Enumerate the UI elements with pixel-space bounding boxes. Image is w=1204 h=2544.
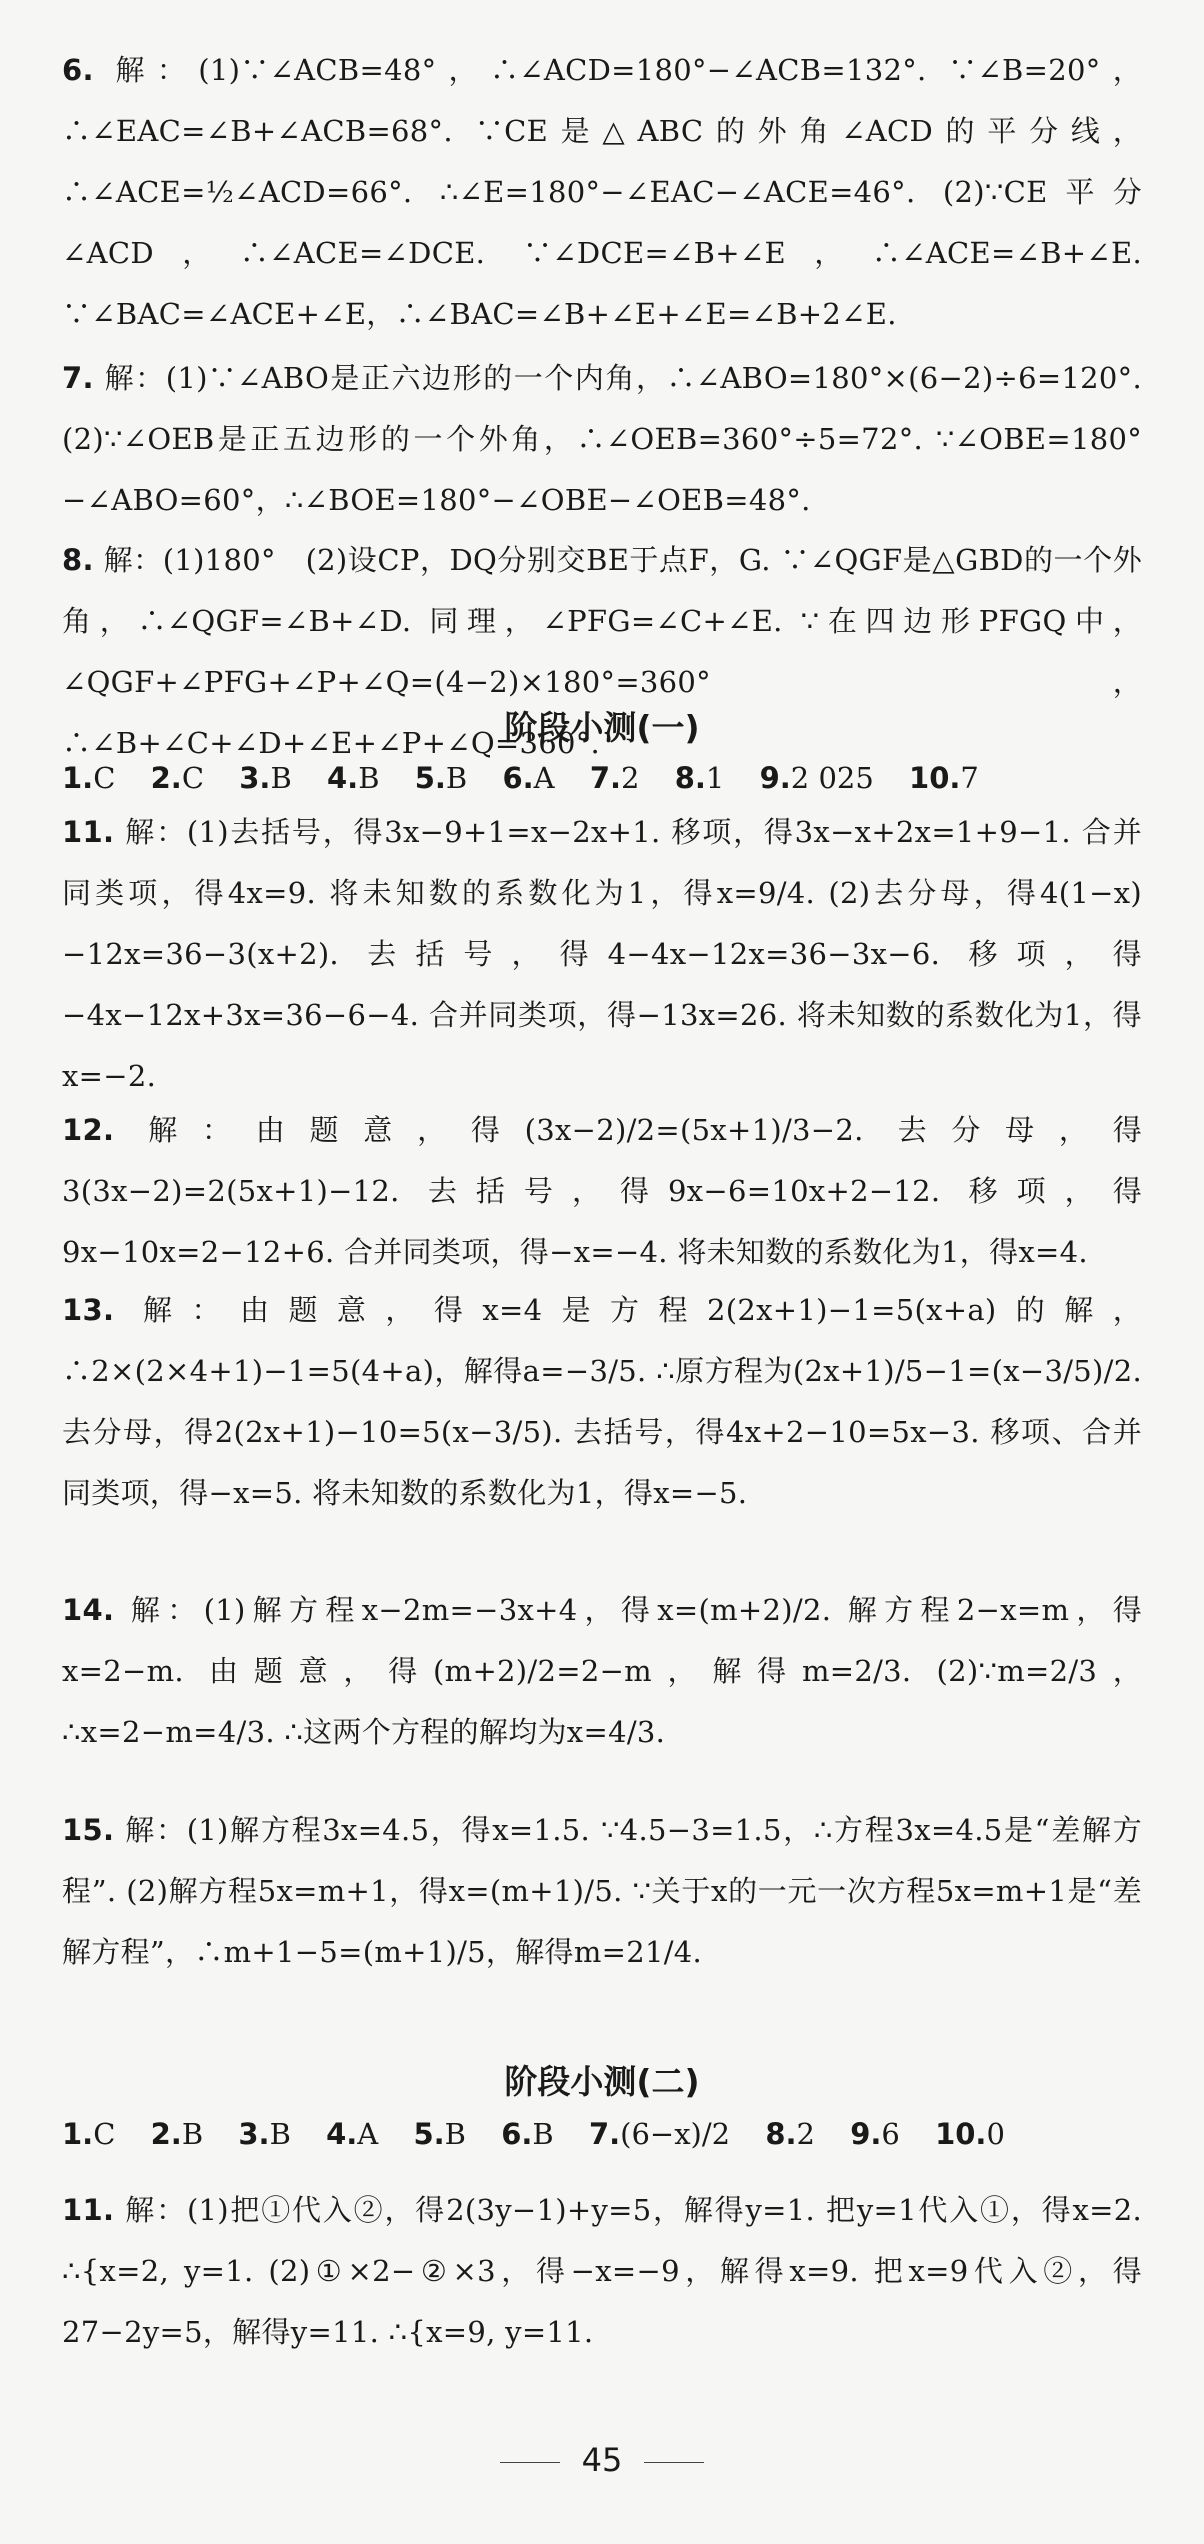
question-number: 13. [62,1293,115,1327]
solution-text: 解：(1)去括号，得3x−9+1=x−2x+1. 移项，得3x−x+2x=1+9−1. 合并同类项，得4x=9. 将未知数的系数化为1，得x=9/4. (2)去分母，得4(1−x)−12x=36−3(x+2). 去括号，得4−4x−12x=36−3x−6. 移项，得−4x−12x+3x=36−6−4. 合并同类项，得−13x=26. 将未知数的系数化为1，得x=−2. [62,815,1142,1093]
choice-answer: 9.2 025 [759,761,874,795]
choice-answer: 2.B [150,2117,204,2151]
choice-answer: 4.A [326,2117,379,2151]
solution-6 [62,40,1142,345]
choice-answers-1 [62,756,1142,800]
solution-s2-11 [62,2180,1142,2363]
page-number: 45 [581,2441,623,2479]
solution-s1-12 [62,1100,1142,1283]
choice-answers-2 [62,2112,1142,2156]
solution-text: 解：由题意，得x=4是方程2(2x+1)−1=5(x+a)的解，∴2×(2×4+1)−1=5(4+a)，解得a=−3/5. ∴原方程为(2x+1)/5−1=(x−3/5)/2. 去分母，得2(2x+1)−10=5(x−3/5). 去括号，得4x+2−10=5x−3. 移项、合并同类项，得−x=5. 将未知数的系数化为1，得x=−5. [62,1293,1142,1510]
choice-answer: 1.C [62,2117,116,2151]
solution-text: 解：(1)∵∠ACB=48°，∴∠ACD=180°−∠ACB=132°. ∵∠B=20°，∴∠EAC=∠B+∠ACB=68°. ∵CE是△ABC的外角∠ACD的平分线，∴∠ACE=½∠ACD=66°. ∴∠E=180°−∠EAC−∠ACE=46°. (2)∵CE平分∠ACD，∴∠ACE=∠DCE. ∵∠DCE=∠B+∠E，∴∠ACE=∠B+∠E. ∵∠BAC=∠ACE+∠E，∴∠BAC=∠B+∠E+∠E=∠B+2∠E. [62,53,1142,331]
solution-text: 解：(1)解方程3x=4.5，得x=1.5. ∵4.5−3=1.5，∴方程3x=4.5是“差解方程”. (2)解方程5x=m+1，得x=(m+1)/5. ∵关于x的一元一次方程5x=m+1是“差解方程”，∴m+1−5=(m+1)/5，解得m=21/4. [62,1813,1142,1969]
solution-text: 解：(1)∵∠ABO是正六边形的一个内角，∴∠ABO=180°×(6−2)÷6=120°. (2)∵∠OEB是正五边形的一个外角，∴∠OEB=360°÷5=72°. ∵∠OBE=180°−∠ABO=60°，∴∠BOE=180°−∠OBE−∠OEB=48°. [62,361,1142,517]
page-footer [0,2440,1204,2480]
choice-answer: 2.C [150,761,205,795]
section-title-1: 阶段小测(一) [504,708,700,747]
solution-s1-15 [62,1800,1142,1983]
choice-answer: 4.B [326,761,380,795]
choice-answer: 9.6 [850,2117,900,2151]
choice-answer: 8.1 [674,761,725,795]
question-number: 11. [62,2193,115,2227]
choice-answer: 8.2 [765,2117,815,2151]
solution-text: 解：(1)180° (2)设CP，DQ分别交BE于点F，G. ∵∠QGF是△GBD的一个外角，∴∠QGF=∠B+∠D. 同理，∠PFG=∠C+∠E. ∵在四边形PFGQ中，∠QGF+∠PFG+∠P+∠Q=(4−2)×180°=360°，∴∠B+∠C+∠D+∠E+∠P+∠Q=360°. [62,543,1142,760]
choice-answer: 5.B [413,2117,466,2151]
solution-s1-14 [62,1580,1142,1763]
footer-rule-left [500,2462,560,2463]
choice-answer: 6.B [501,2117,554,2151]
question-number: 15. [62,1813,115,1847]
choice-answer: 6.A [502,761,555,795]
choice-answer: 10.0 [935,2117,1005,2151]
question-number: 7. [62,361,94,395]
solution-s1-13 [62,1280,1142,1524]
question-number: 14. [62,1593,115,1627]
choice-answer: 5.B [414,761,468,795]
footer-rule-right [644,2462,704,2463]
solution-text: 解：(1)解方程x−2m=−3x+4，得x=(m+2)/2. 解方程2−x=m，得x=2−m. 由题意，得(m+2)/2=2−m，解得m=2/3. (2)∵m=2/3，∴x=2−m=4/3. ∴这两个方程的解均为x=4/3. [62,1593,1142,1749]
solution-s1-11 [62,802,1142,1107]
choice-answer: 7.2 [589,761,640,795]
question-number: 8. [62,543,94,577]
choice-answer: 1.C [62,761,116,795]
section-title-2: 阶段小测(二) [504,2062,700,2101]
choice-answer: 10.7 [909,761,979,795]
question-number: 12. [62,1113,115,1147]
solution-text: 解：(1)把①代入②，得2(3y−1)+y=5，解得y=1. 把y=1代入①，得x=2. ∴{x=2, y=1. (2)①×2−②×3，得−x=−9，解得x=9. 把x=9代入②，得27−2y=5，解得y=11. ∴{x=9, y=11. [62,2193,1142,2349]
solution-text: 解：由题意，得(3x−2)/2=(5x+1)/3−2. 去分母，得3(3x−2)=2(5x+1)−12. 去括号，得9x−6=10x+2−12. 移项，得9x−10x=2−12+6. 合并同类项，得−x=−4. 将未知数的系数化为1，得x=4. [62,1113,1142,1269]
question-number: 6. [62,53,94,87]
choice-answer: 3.B [239,761,292,795]
solution-7 [62,348,1142,531]
choice-answer: 3.B [238,2117,291,2151]
choice-answer: 7.(6−x)/2 [588,2117,731,2151]
question-number: 11. [62,815,115,849]
